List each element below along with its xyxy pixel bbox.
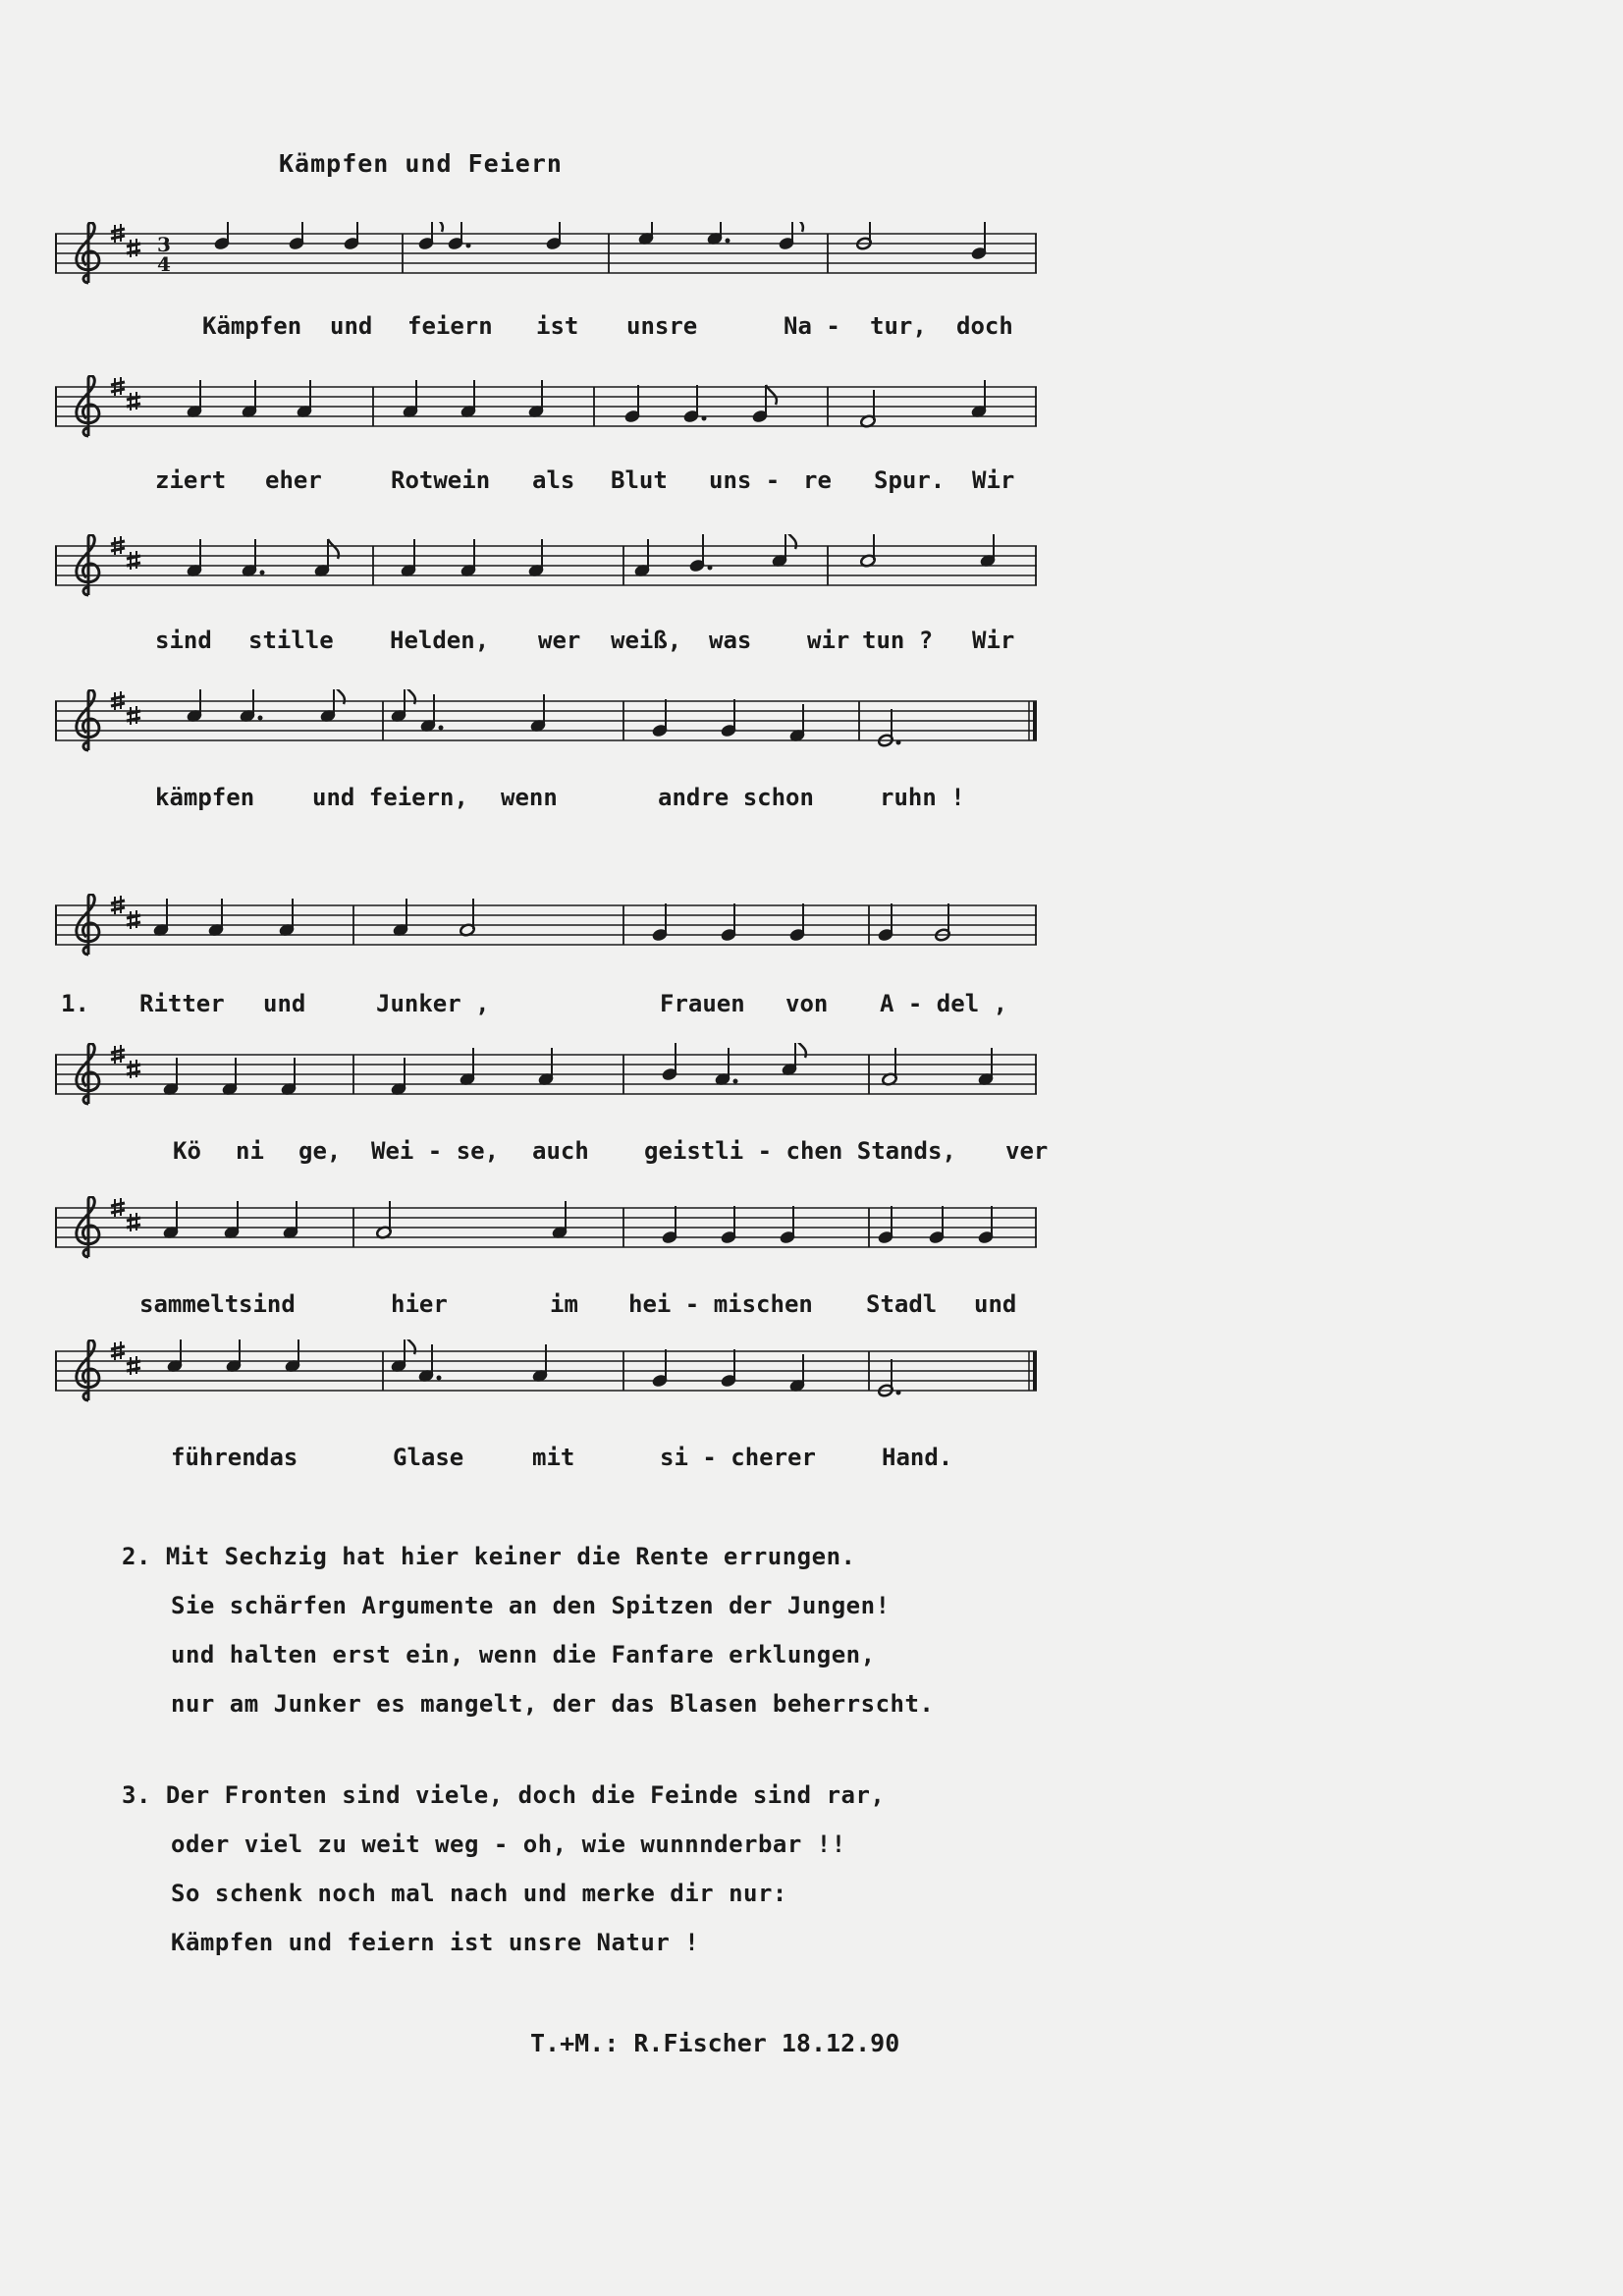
note-10 bbox=[860, 390, 877, 428]
note-dot bbox=[708, 566, 713, 571]
lyrics-line-6 bbox=[0, 1137, 1080, 1173]
lyrics-line-7 bbox=[0, 1290, 1080, 1326]
note-7 bbox=[634, 539, 651, 577]
note-3 bbox=[279, 899, 296, 937]
lyric-syllable: si - cherer bbox=[660, 1444, 816, 1471]
note-7 bbox=[624, 385, 641, 423]
verse-line: und halten erst ein, wenn die Fanfare erklungen, bbox=[171, 1641, 876, 1668]
lyric-syllable: und bbox=[330, 312, 373, 340]
note-11 bbox=[980, 534, 997, 568]
lyric-syllable: tur, bbox=[870, 312, 927, 340]
sharp-c-icon bbox=[127, 551, 140, 570]
sharp-bar bbox=[111, 1346, 125, 1349]
lyric-syllable: Wir bbox=[972, 627, 1015, 654]
sharp-bar bbox=[111, 901, 125, 903]
note-5 bbox=[460, 380, 477, 418]
note-11 bbox=[971, 222, 988, 260]
note-11 bbox=[978, 1206, 995, 1244]
note-dot bbox=[437, 1376, 442, 1381]
sharp-bar bbox=[111, 907, 125, 910]
note-10 bbox=[878, 1359, 901, 1397]
note-4 bbox=[403, 380, 419, 418]
sharp-bar bbox=[111, 1057, 125, 1060]
note-9 bbox=[752, 385, 777, 423]
lyric-syllable: tun ? bbox=[862, 627, 934, 654]
note-3 bbox=[344, 222, 360, 250]
author-credit: T.+M.: R.Fischer 18.12.90 bbox=[530, 2029, 900, 2057]
lyric-syllable: führen bbox=[171, 1444, 256, 1471]
note-dot bbox=[260, 571, 265, 575]
lyric-syllable: Kö bbox=[173, 1137, 201, 1165]
note-3 bbox=[297, 380, 313, 418]
verse-line: So schenk noch mal nach und merke dir nur: bbox=[171, 1880, 787, 1907]
staff-5 bbox=[55, 894, 1037, 957]
note-flag bbox=[766, 385, 777, 405]
lyric-syllable: Hand. bbox=[882, 1444, 953, 1471]
staff-6 bbox=[55, 1043, 1037, 1106]
note-dot bbox=[702, 416, 707, 421]
lyric-syllable: re bbox=[803, 466, 832, 494]
note-9 bbox=[772, 534, 796, 568]
lyrics-line-1 bbox=[0, 312, 1080, 348]
key-signature-icon bbox=[111, 377, 140, 410]
note-8 bbox=[683, 385, 707, 423]
note-3 bbox=[320, 689, 345, 723]
lyric-syllable: auch bbox=[532, 1137, 589, 1165]
sharp-bar bbox=[111, 696, 125, 699]
note-5 bbox=[552, 1201, 568, 1239]
lyric-syllable: mit bbox=[532, 1444, 575, 1471]
lyric-syllable: ver bbox=[1005, 1137, 1049, 1165]
note-10 bbox=[856, 222, 873, 250]
note-2 bbox=[242, 539, 265, 577]
staff-1 bbox=[55, 222, 1037, 285]
sharp-c-icon bbox=[127, 706, 140, 725]
note-2 bbox=[224, 1201, 241, 1239]
note-7 bbox=[662, 1043, 678, 1081]
lyric-syllable: ist bbox=[536, 312, 579, 340]
verse-line: nur am Junker es mangelt, der das Blasen beherrscht. bbox=[171, 1690, 935, 1718]
lyric-syllable: und feiern, bbox=[312, 784, 468, 811]
note-1 bbox=[163, 1058, 180, 1096]
note-5 bbox=[460, 899, 476, 937]
lyric-syllable: und bbox=[974, 1290, 1017, 1318]
note-6 bbox=[528, 539, 545, 577]
sharp-c-icon bbox=[127, 910, 140, 929]
note-5 bbox=[460, 1048, 476, 1086]
lyric-syllable: unsre bbox=[626, 312, 698, 340]
key-signature-icon bbox=[111, 1341, 140, 1375]
staff-2 bbox=[55, 375, 1037, 438]
key-signature-icon bbox=[111, 691, 140, 725]
staff-8 bbox=[55, 1339, 1037, 1402]
note-4 bbox=[391, 1339, 415, 1373]
note-4 bbox=[391, 1058, 407, 1096]
note-1 bbox=[214, 222, 231, 250]
note-6 bbox=[652, 903, 669, 942]
note-dot bbox=[439, 726, 444, 731]
lyric-syllable: Glase bbox=[393, 1444, 464, 1471]
note-dot bbox=[466, 244, 471, 248]
lyric-syllable: im bbox=[550, 1290, 578, 1318]
note-1 bbox=[163, 1201, 180, 1239]
sharp-bar bbox=[111, 541, 125, 544]
note-8 bbox=[721, 699, 737, 738]
note-7 bbox=[652, 699, 669, 738]
note-8 bbox=[789, 903, 806, 942]
note-9 bbox=[779, 222, 803, 250]
note-10 bbox=[935, 903, 951, 942]
lyric-syllable: A - del , bbox=[880, 990, 1008, 1017]
note-dot bbox=[896, 1391, 901, 1395]
lyric-syllable: Na - bbox=[784, 312, 840, 340]
lyric-syllable: ruhn ! bbox=[880, 784, 965, 811]
lyric-syllable: doch bbox=[956, 312, 1013, 340]
lyric-syllable: als bbox=[532, 466, 575, 494]
staff-3 bbox=[55, 534, 1037, 597]
note-5 bbox=[418, 1344, 442, 1383]
lyric-syllable: hei - mischen bbox=[628, 1290, 813, 1318]
note-7 bbox=[721, 903, 737, 942]
lyric-syllable: das bbox=[255, 1444, 298, 1471]
lyrics-line-3 bbox=[0, 627, 1080, 662]
verse-line: Sie schärfen Argumente an den Spitzen der Jungen! bbox=[171, 1592, 891, 1619]
note-10 bbox=[929, 1206, 946, 1244]
sharp-c-icon bbox=[127, 1356, 140, 1375]
note-3 bbox=[283, 1201, 299, 1239]
note-5 bbox=[460, 539, 477, 577]
lyric-syllable: und bbox=[263, 990, 306, 1017]
note-4 bbox=[376, 1201, 393, 1239]
note-4 bbox=[393, 899, 409, 937]
verse-line: oder viel zu weit weg - oh, wie wunnnderbar !! bbox=[171, 1831, 846, 1858]
note-10 bbox=[882, 1048, 898, 1086]
key-signature-icon bbox=[111, 1198, 140, 1231]
note-6 bbox=[662, 1206, 678, 1244]
note-9 bbox=[789, 704, 806, 742]
lyric-syllable: Junker , bbox=[376, 990, 490, 1017]
sharp-bar bbox=[111, 229, 125, 232]
note-6 bbox=[528, 380, 545, 418]
lyric-syllable: ge, bbox=[298, 1137, 342, 1165]
verse-line: Kämpfen und feiern ist unsre Natur ! bbox=[171, 1929, 700, 1956]
note-2 bbox=[242, 380, 258, 418]
key-signature-icon bbox=[111, 1045, 140, 1078]
lyric-syllable: was bbox=[709, 627, 752, 654]
lyric-syllable: feiern bbox=[407, 312, 493, 340]
lyric-syllable: hier bbox=[391, 1290, 448, 1318]
lyrics-line-5 bbox=[0, 990, 1080, 1025]
lyric-syllable: Spur. bbox=[874, 466, 946, 494]
note-9 bbox=[782, 1043, 806, 1076]
verse-2 bbox=[122, 1532, 934, 1728]
sharp-bar bbox=[111, 548, 125, 551]
lyric-syllable: Kämpfen bbox=[202, 312, 302, 340]
note-dot bbox=[726, 239, 730, 244]
lyric-syllable: Frauen bbox=[660, 990, 745, 1017]
sharp-c-icon bbox=[127, 239, 140, 257]
sharp-bar bbox=[111, 236, 125, 239]
note-4 bbox=[401, 539, 417, 577]
note-2 bbox=[222, 1058, 239, 1096]
lyric-syllable: uns - bbox=[709, 466, 781, 494]
note-8 bbox=[689, 534, 713, 573]
verse-line: 2. Mit Sechzig hat hier keiner die Rente errungen. bbox=[122, 1543, 856, 1570]
sharp-bar bbox=[111, 1210, 125, 1213]
lyric-syllable: kämpfen bbox=[155, 784, 255, 811]
note-4 bbox=[418, 222, 443, 250]
key-signature-icon bbox=[111, 896, 140, 929]
lyric-syllable: ziert bbox=[155, 466, 227, 494]
note-9 bbox=[789, 1354, 806, 1393]
key-signature-icon bbox=[111, 536, 140, 570]
note-3 bbox=[314, 539, 339, 577]
note-6 bbox=[530, 694, 547, 733]
note-1 bbox=[187, 539, 203, 577]
note-10 bbox=[860, 534, 877, 568]
lyric-syllable: 1. bbox=[61, 990, 89, 1017]
lyric-syllable: Wir bbox=[972, 466, 1015, 494]
verse-3 bbox=[122, 1771, 885, 1967]
lyric-syllable: eher bbox=[265, 466, 322, 494]
lyric-syllable: Ritter bbox=[139, 990, 225, 1017]
lyrics-line-4 bbox=[0, 784, 1080, 819]
note-dot bbox=[258, 716, 263, 721]
sharp-bar bbox=[111, 1203, 125, 1206]
lyrics-line-8 bbox=[0, 1444, 1080, 1479]
lyrics-line-2 bbox=[0, 466, 1080, 502]
staff-7 bbox=[55, 1196, 1037, 1259]
lyric-syllable: sammelt bbox=[139, 1290, 240, 1318]
lyric-syllable: Blut bbox=[611, 466, 668, 494]
note-11 bbox=[971, 380, 988, 418]
lyric-syllable: andre schon bbox=[658, 784, 814, 811]
lyric-syllable: sind bbox=[239, 1290, 296, 1318]
sharp-c-icon bbox=[127, 1213, 140, 1231]
note-1 bbox=[187, 380, 203, 418]
sharp-bar bbox=[111, 1353, 125, 1356]
lyric-syllable: wenn bbox=[501, 784, 558, 811]
note-10 bbox=[878, 709, 901, 747]
note-6 bbox=[546, 222, 563, 250]
lyric-syllable: wer bbox=[538, 627, 581, 654]
note-5 bbox=[420, 694, 444, 733]
note-2 bbox=[208, 899, 225, 937]
sharp-c-icon bbox=[127, 392, 140, 410]
lyric-syllable: ni bbox=[236, 1137, 264, 1165]
sharp-bar bbox=[111, 1050, 125, 1053]
lyric-syllable: Stadl bbox=[866, 1290, 938, 1318]
lyric-syllable: Wei - se, bbox=[371, 1137, 500, 1165]
note-8 bbox=[721, 1349, 737, 1388]
lyric-syllable: wir bbox=[807, 627, 850, 654]
staff-4 bbox=[55, 689, 1037, 752]
note-8 bbox=[715, 1048, 738, 1086]
lyric-syllable: stille bbox=[248, 627, 334, 654]
note-9 bbox=[878, 1206, 894, 1244]
note-8 bbox=[780, 1206, 796, 1244]
note-11 bbox=[978, 1048, 995, 1086]
note-6 bbox=[532, 1344, 549, 1383]
note-1 bbox=[187, 689, 203, 723]
lyric-syllable: Rotwein bbox=[391, 466, 491, 494]
note-7 bbox=[652, 1349, 669, 1388]
song-title: Kämpfen und Feiern bbox=[279, 149, 563, 178]
note-3 bbox=[281, 1058, 298, 1096]
note-3 bbox=[285, 1339, 301, 1373]
note-dot bbox=[896, 740, 901, 745]
lyric-syllable: geistli - chen Stands, bbox=[644, 1137, 956, 1165]
note-2 bbox=[226, 1339, 243, 1373]
sharp-c-icon bbox=[127, 1060, 140, 1078]
key-signature-icon bbox=[111, 224, 140, 257]
note-2 bbox=[240, 689, 263, 723]
sharp-bar bbox=[111, 382, 125, 385]
note-dot bbox=[733, 1079, 738, 1084]
time-signature-top: 3 bbox=[157, 233, 171, 256]
sharp-bar bbox=[111, 703, 125, 706]
time-signature-bottom: 4 bbox=[157, 252, 171, 276]
note-6 bbox=[538, 1048, 555, 1086]
note-2 bbox=[289, 222, 305, 250]
note-1 bbox=[153, 899, 170, 937]
note-7 bbox=[721, 1206, 737, 1244]
note-flag bbox=[432, 222, 443, 232]
verse-line: 3. Der Fronten sind viele, doch die Feinde sind rar, bbox=[122, 1781, 886, 1809]
lyric-syllable: weiß, bbox=[611, 627, 682, 654]
note-1 bbox=[167, 1339, 184, 1373]
lyric-syllable: von bbox=[785, 990, 829, 1017]
sharp-bar bbox=[111, 389, 125, 392]
note-flag bbox=[792, 222, 803, 232]
note-5 bbox=[448, 222, 471, 250]
lyric-syllable: Helden, bbox=[390, 627, 490, 654]
note-4 bbox=[391, 689, 415, 723]
note-9 bbox=[878, 903, 894, 942]
lyric-syllable: sind bbox=[155, 627, 212, 654]
